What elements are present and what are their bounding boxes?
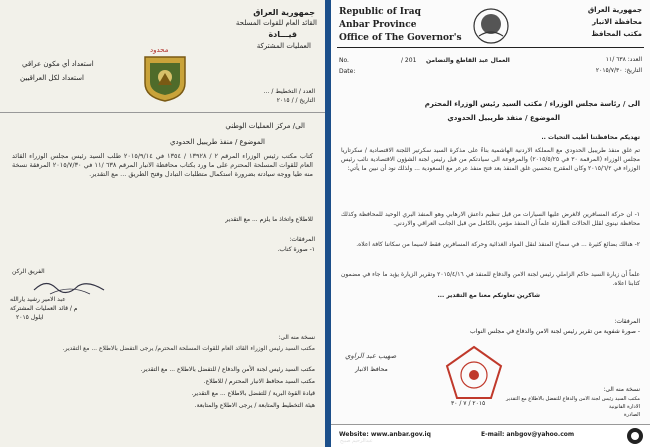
date-label: Date: [339, 68, 356, 75]
reference-number: العدد / التخطيط / ... [263, 88, 315, 95]
header-line-1: جمهورية العراق [253, 8, 315, 17]
header-line-4: العمليات المشتركة [256, 42, 311, 50]
governor-name: صهيب عبد الراوي [345, 352, 397, 360]
copy-item-2: مكتب السيد رئيس لجنة الأمن والدفاع / للتفضل بالاطلاع ... مع التقدير. [140, 366, 315, 373]
copy-item-3: مكتب السيد محافظ الانبار المحترم / للاطلاع. [203, 378, 315, 385]
letter-body-2: علماً أن زيارة السيد حاكم الزاملي رئيس لجنة الامن والدفاع للمنفذ في ٢٠١٥/٤/١٦ وتقرير الزيارة يؤيد ما جاء في مضمون كتابنا اعلاه. [341, 271, 640, 287]
thanks-line: شاكرين تعاونكم معنا مع التقدير ... [437, 292, 540, 299]
header-line-2: القائد العام للقوات المسلحة [235, 19, 317, 27]
subject: الموضوع / منفذ طريبيل الحدودي [170, 138, 265, 146]
header-ar-1: جمهورية العراق [587, 6, 642, 14]
copy-item-2: الادارة القانونية [608, 404, 640, 410]
no-label: No. [339, 57, 349, 64]
copy-item-1: مكتب السيد رئيس الوزراء القائد العام للقوات المسلحة المحترم/ يرجى التفضل بالاطلاع ... مع التقدير. [62, 345, 315, 352]
arabic-number: العدد: ٦٣٨ /١١ [605, 56, 642, 63]
arabic-date: التاريخ: ٢٠١٥/٧/٣٠ [595, 67, 642, 74]
copy-item-1: مكتب السيد رئيس لجنة الامن والدفاع للتفضل بالاطلاع مع التقدير [506, 396, 640, 402]
addressee: الى / رئاسة مجلس الوزراء / مكتب السيد رئيس الوزراء المحترم [424, 100, 640, 108]
reference-date: التاريخ / / ٢٠١٥ [276, 97, 315, 104]
no-value: / 201 [401, 57, 417, 64]
letter-footer [331, 424, 650, 447]
attachments-title: المرفقات: [289, 236, 315, 243]
header-line-3: قيـــادة [268, 30, 297, 39]
website-text: Website: www.anbar.gov.iq [339, 431, 431, 438]
attachment-item: ١- صورة كتاب. [277, 246, 315, 253]
greeting: تهديكم محافظتنا أطيب التحيات .. [541, 134, 640, 141]
subject: الموضوع / منفذ طريبيل الحدودي [447, 114, 560, 122]
signatory-rank: الفريق الركن [12, 268, 45, 275]
signatory-name: عبد الامير رشيد يارالله [10, 296, 66, 303]
copy-item-5: هيئة التخطيط والمتابعة / يرجى الاطلاع والمتابعة. [194, 402, 315, 409]
footer-emblem-icon [626, 427, 644, 445]
header-ar-2: محافظة الانبار [592, 18, 642, 26]
footer-note: عبدالرحيم صبيح [340, 438, 373, 444]
attachments-title: المرفقات: [614, 318, 640, 325]
copy-item-3: الصادرة [623, 412, 640, 418]
anbar-emblem [471, 6, 511, 46]
closing-line: للاطلاع واتخاذ ما يلزم ... مع التقدير [225, 216, 313, 223]
header-ar-3: مكتب المحافظ [591, 30, 642, 38]
signatory-title: م / قائد العمليات المشتركة [10, 305, 78, 312]
slogan-1: استعداد أي مكون عراقي [22, 60, 94, 68]
header-signoff: العمال عبد القاطع والتضامن [426, 57, 510, 64]
official-stamp [443, 344, 505, 402]
signature-date: ايلول ٢٠١٥ [16, 314, 44, 321]
classification-label: محدود [150, 46, 169, 54]
copy-item-4: قيادة القوة البرية / للتفضل بالاطلاع ... مع التقدير. [191, 390, 315, 397]
header-en-2: Anbar Province [339, 20, 417, 30]
email-text: E-mail: anbgov@yahoo.com [481, 431, 575, 438]
letter-body-1: تم غلق منفذ طريبيل الحدودي مع المملكة الاردنية الهاشمية بناءً على مذكرة السيد سكرتير اللجنة الاقتصادية / سكرتاريا مجلس الوزراء (المرقمة ٣٠ في ٢٠١٥/٥/٢٥) والمرفوعة الى سيادتكم من قبل رئيس لجنة الشؤون الاقتصادية نائب رئيس الوزراء في ٢٠١٥/٦/٢ وكان المقترح بتحسين غلق المنفذ بعد فتح منفذ عرعر مع السعودية ... ولذلك نود أن نبين ما يأتي: [341, 147, 641, 172]
letter-point-1: ١- ان حركة المسافرين لالغرض عليها السيارات من قبل تنظيم داعش الارهابي وهو المنفذ البري الوحيد للمحافظة وكذلك محافظة نينوى لقلل الحالات الطارئة علماً أن المنفذ مؤمن بالكامل من قبل الجانب العراقي والاردني. [341, 211, 640, 227]
anbar-governor-letter [331, 0, 650, 447]
joint-operations-emblem [140, 55, 190, 103]
attachment-item: - صورة شفوية من تقرير رئيس لجنة الامن والدفاع في مجلس النواب [470, 328, 640, 335]
stamp-date: ٢٠١٥ / ٧ / ٣٠ [451, 400, 486, 407]
letter-point-2: ٢- هنالك بضائع كثيرة ... في سماح المنفذ لنقل المواد الغذائية وحركة المسافرين فقط لاسيما من سكاننا كافة اعلاه. [356, 241, 640, 248]
header-en-1: Republic of Iraq [339, 7, 421, 17]
addressee: الى/ مركز العمليات الوطني [225, 122, 305, 130]
signature-mark [30, 276, 110, 298]
slogan-2: استعداد لكل العراقيين [20, 74, 84, 82]
copies-title: نسخة منه الى: [603, 386, 640, 393]
letter-body: كتاب مكتب رئيس الوزراء المرقم ٢ / ١٣٩٢٨ / ١٣٥٤ في ٢٠١٥/٩/١٤ طلب السيد رئيس مجلس الوزراء القائد العام للقوات المسلحة المحترم على ما ورد بكتاب محافظة الانبار المرقم ٦٣٨ /١١ في ٢٠١٥/٧/٣٠ المرفقة نسخة منه طيا ووجه سيادته بضرورة استكمال متطلبات التبادل وفتح الطريق ... مع التقدير. [12, 152, 314, 178]
copies-title: نسخة منه الى: [278, 334, 315, 341]
header-en-3: Office of The Governor's [339, 33, 462, 43]
governor-title: محافظ الانبار [355, 366, 388, 373]
